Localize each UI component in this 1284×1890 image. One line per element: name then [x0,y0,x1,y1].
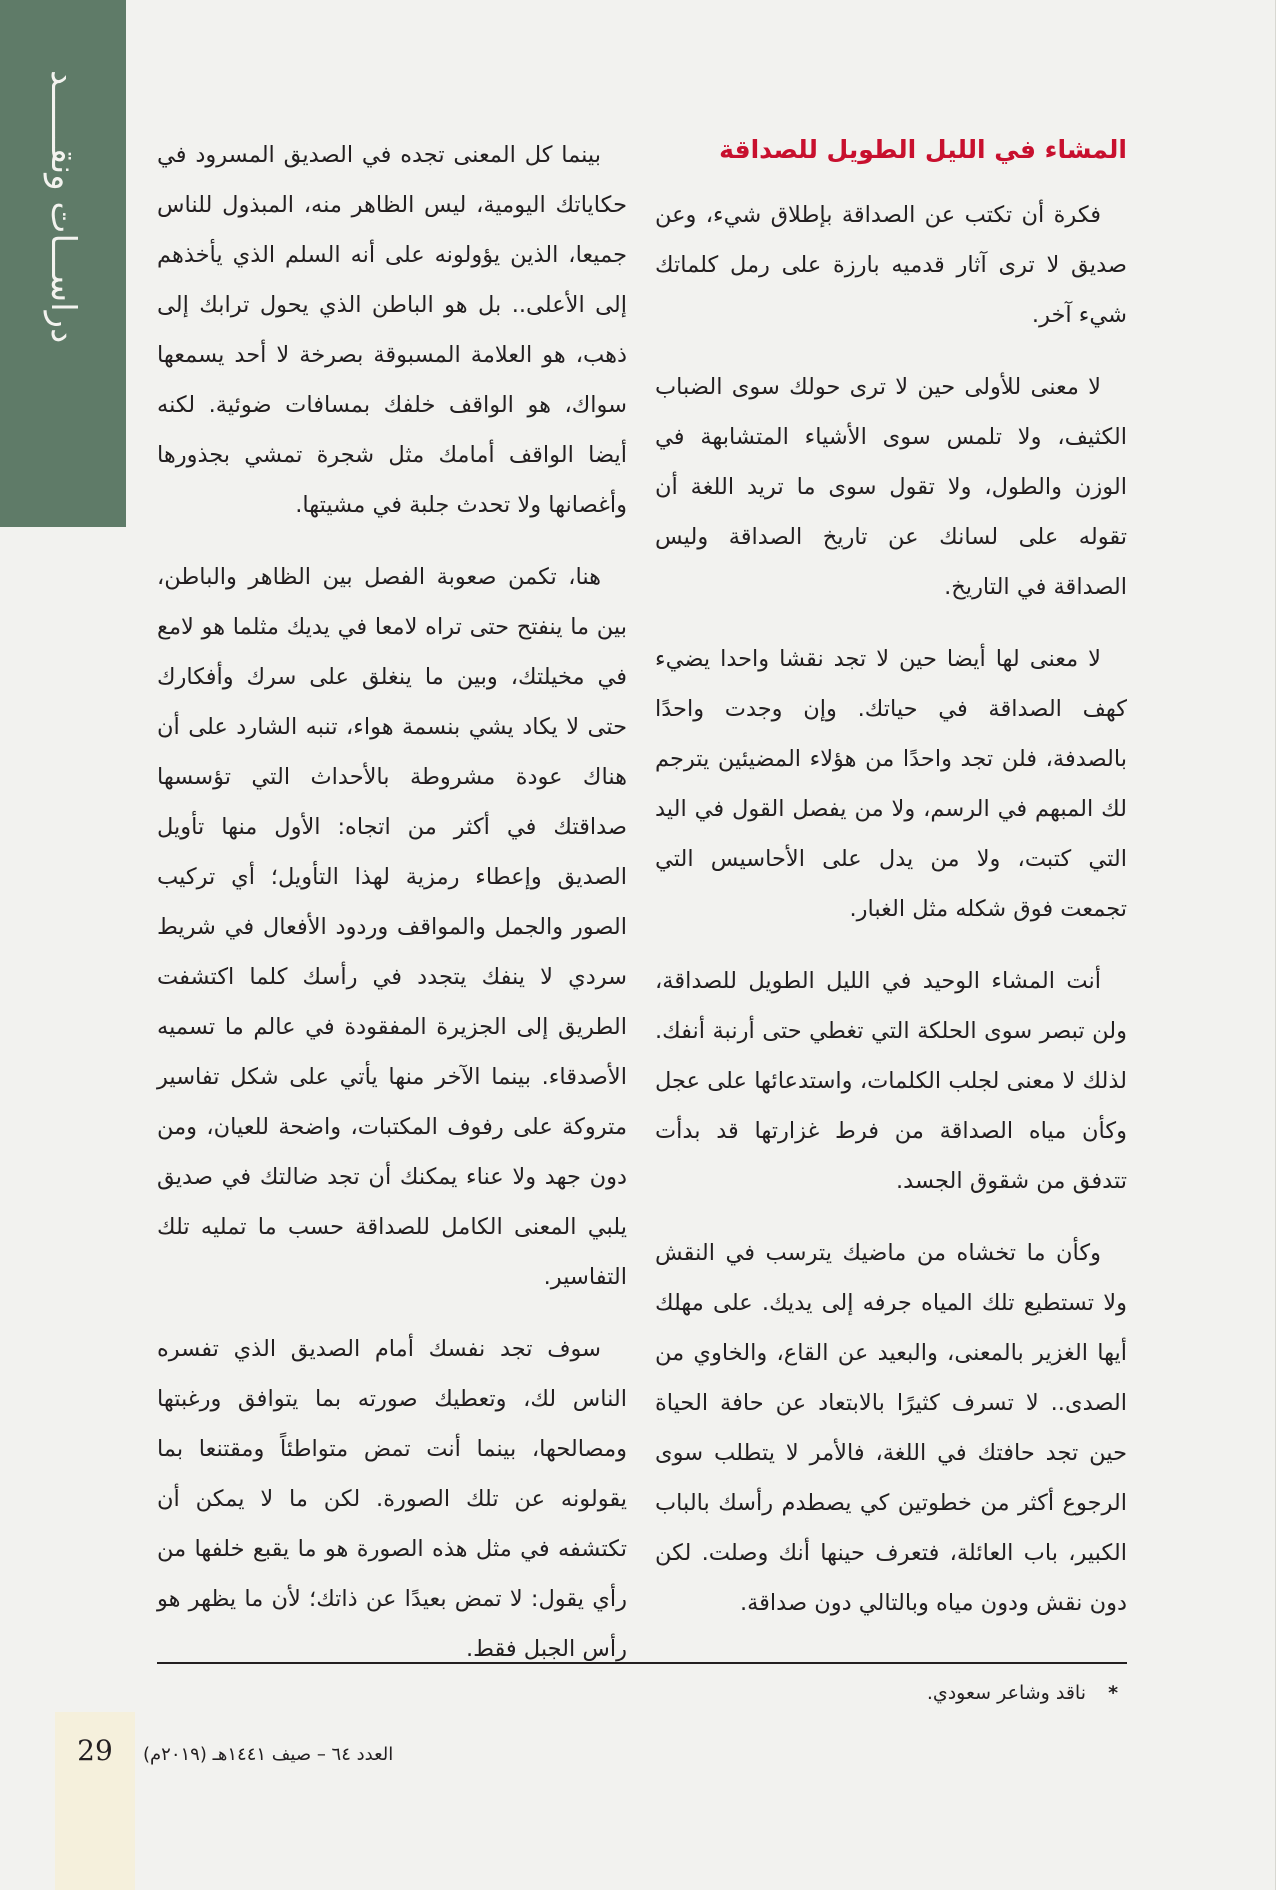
page-number: 29 [77,1734,113,1767]
paragraph: وكأن ما تخشاه من ماضيك يترسب في النقش ولا تستطيع تلك المياه جرفه إلى يديك. على مهلك أيها الغزير بالمعنى، والبعيد عن القاع، والخاوي من الصدى.. لا تسرف كثيرًا بالابتعاد عن حافة الحياة حين تجد حافتك في اللغة، فالأمر لا يتطلب سوى الرجوع أكثر من خطوتين كي يصطدم رأسك بالباب الكبير، باب العائلة، فتعرف حينها أنك وصلت. لكن دون نقش ودون مياه وبالتالي دون صداقة. [655,1240,1127,1616]
footnote [927,1673,1118,1713]
paragraph: أنت المشاء الوحيد في الليل الطويل للصداقة، ولن تبصر سوى الحلكة التي تغطي حتى أرنبة أنفك. لذلك لا معنى لجلب الكلمات، واستدعائها على عجل وكأن مياه الصداقة من فرط غزارتها قد بدأت تتدفق من شقوق الجسد. [655,968,1127,1194]
paragraph: هنا، تكمن صعوبة الفصل بين الظاهر والباطن، بين ما ينفتح حتى تراه لامعا في يديك مثلما هو لامع في مخيلتك، وبين ما ينغلق على سرك وأفكارك حتى لا يكاد يشي بنسمة هواء، تنبه الشارد على أن هناك عودة مشروطة بالأحداث التي تؤسسها صداقتك في أكثر من اتجاه: الأول منها تأويل الصديق وإعطاء رمزية لهذا التأويل؛ أي تركيب الصور والجمل والمواقف وردود الأفعال في شريط سردي لا ينفك يتجدد في رأسك كلما اكتشفت الطريق إلى الجزيرة المفقودة في عالم ما تسميه الأصدقاء. بينما الآخر منها يأتي على شكل تفاسير متروكة على رفوف المكتبات، واضحة للعيان، ومن دون جهد ولا عناء يمكنك أن تجد ضالتك في صديق يلبي المعنى الكامل للصداقة حسب ما تمليه تلك التفاسير. [157,564,627,1290]
paragraph: لا معنى لها أيضا حين لا تجد نقشا واحدا يضيء كهف الصداقة في حياتك. وإن وجدت واحدًا بالصدفة، فلن تجد واحدًا من هؤلاء المضيئين يترجم لك المبهم في الرسم، ولا من يفصل القول في اليد التي كتبت، ولا من يدل على الأحاسيس التي تجمعت فوق شكله مثل الغبار. [655,646,1127,922]
section-tab-label: دراســـات ونقــــــد [43,70,83,344]
paragraph: بينما كل المعنى تجده في الصديق المسرود في حكاياتك اليومية، ليس الظاهر منه، المبذول للناس جميعا، الذين يؤولونه على أنه السلم الذي يأخذهم إلى الأعلى.. بل هو الباطن الذي يحول ترابك إلى ذهب، هو العلامة المسبوقة بصرخة لا أحد يسمعها سواك، هو الواقف خلفك بمسافات ضوئية. لكنه أيضا الواقف أمامك مثل شجرة تمشي بجذورها وأغصانها ولا تحدث جلبة في مشيتها. [157,142,627,518]
article-title: المشاء في الليل الطويل للصداقة [719,135,1127,164]
paragraph: سوف تجد نفسك أمام الصديق الذي تفسره الناس لك، وتعطيك صورته بما يتوافق ورغبتها ومصالحها، بينما أنت تمض متواطئاً ومقتنعا بما يقولونه عن تلك الصورة. لكن ما لا يمكن أن تكتشفه في مثل هذه الصورة هو ما يقبع خلفها من رأي يقول: لا تمض بعيدًا عن ذاتك؛ لأن ما يظهر هو رأس الجبل فقط. [157,1336,627,1662]
section-tab [0,0,126,527]
article-right-column [655,130,1127,1650]
footnote-text: ناقد وشاعر سعودي. [926,1682,1087,1704]
issue-info: العدد ٦٤ – صيف ١٤٤١هـ (٢٠١٩م) [143,1744,394,1765]
footnote-marker: * [1108,1682,1118,1704]
footnote-divider [157,1662,1127,1664]
page-number-box [55,1712,135,1890]
paragraph: لا معنى للأولى حين لا ترى حولك سوى الضباب الكثيف، ولا تلمس سوى الأشياء المتشابهة في الوزن والطول، ولا تقول سوى ما تريد اللغة أن تقوله على لسانك عن تاريخ الصداقة وليس الصداقة في التاريخ. [655,374,1127,600]
article-left-column [157,130,627,1696]
paragraph: فكرة أن تكتب عن الصداقة بإطلاق شيء، وعن صديق لا ترى آثار قدميه بارزة على رمل كلماتك شيء آخر. [655,202,1127,328]
